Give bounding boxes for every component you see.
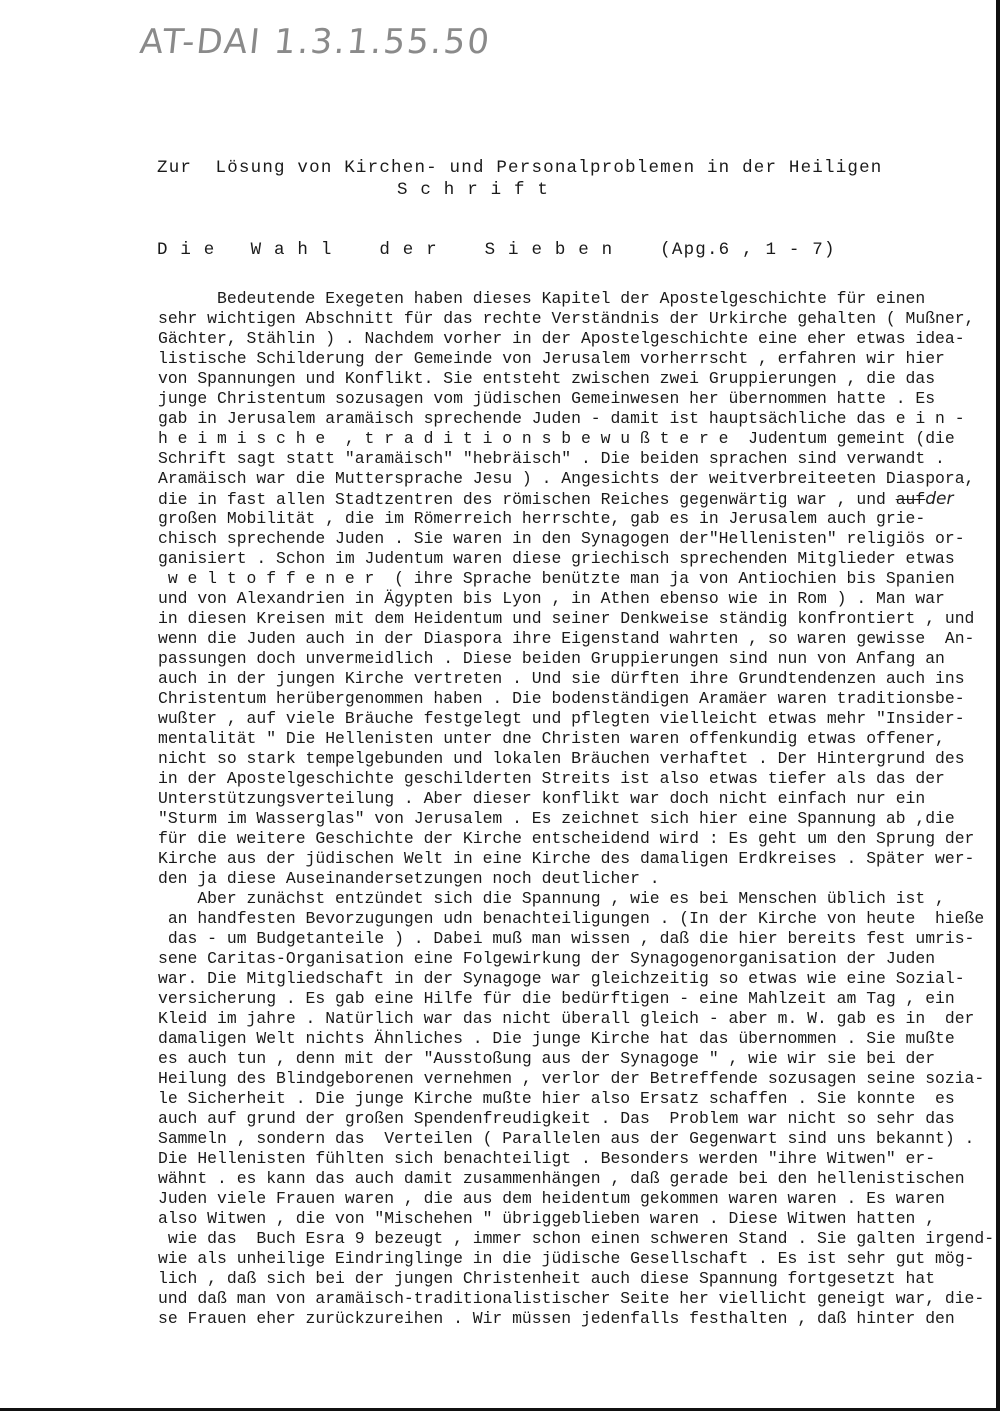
text-line: Kirche aus der jüdischen Welt in eine Kirche des damaligen Erdkreises . Später wer- [158,849,975,868]
text-line: h e i m i s c h e , t r a d i t i o n s b e w u ß t e r e Judentum gemeint (die [158,429,955,448]
struck-word: auf [895,490,926,509]
text-line: wie als unheilige Eindringlinge in die jüdische Gesellschaft . Es ist sehr gut mög- [158,1249,975,1268]
text-line: auch in der jungen Kirche vertreten . Und sie dürften ihre Grundtendenzen auch ins [158,669,965,688]
text-line: ganisiert . Schon im Judentum waren diese griechisch sprechenden Mitglieder etwas [158,549,955,568]
text-line: auch auf grund der großen Spendenfreudigkeit . Das Problem war nicht so sehr das [158,1109,955,1128]
text-line: von Spannungen und Konflikt. Sie entsteht zwischen zwei Gruppierungen , die das [158,369,936,388]
text-line: wenn die Juden auch in der Diaspora ihre Eigenstand wahrten , so waren gewisse An- [158,629,975,648]
text-line: lich , daß sich bei der jungen Christenheit auch diese Spannung fortgesetzt hat [158,1269,936,1288]
text-line: Aber zunächst entzündet sich die Spannung , wie es bei Menschen üblich ist , [158,889,945,908]
document-title: Zur Lösung von Kirchen- und Personalproblemen in der Heiligen [157,158,883,178]
text-line: es auch tun , denn mit der "Ausstoßung aus der Synagoge " , wie wir sie bei der [158,1049,936,1068]
text-line: listische Schilderung der Gemeinde von Jerusalem vorherrscht , erfahren wir hier [158,349,945,368]
text-line: Schrift sagt statt "aramäisch" "hebräisch" . Die beiden sprachen sind verwandt . [158,449,945,468]
text-line: die in fast allen Stadtzentren des römischen Reiches gegenwärtig war , und aufder [158,489,954,509]
text-line: sehr wichtigen Abschnitt für das rechte Verständnis der Urkirche gehalten ( Mußner, [158,309,975,328]
text-line: und daß man von aramäisch-traditionalistischer Seite her viellicht geneigt war, die- [158,1289,985,1308]
text-line: damaligen Welt nichts Ähnliches . Die junge Kirche hat das übernommen . Sie mußte [158,1029,955,1048]
text-line: war. Die Mitgliedschaft in der Synagoge war gleichzeitig so etwas wie eine Sozial- [158,969,965,988]
body-text [158,289,995,1329]
archive-reference-stamp: AT-DAI 1.3.1.55.50 [137,22,493,62]
text-line: se Frauen eher zurückzureihen . Wir müssen jedenfalls festhalten , daß hinter den [158,1309,955,1328]
text-line: Unterstützungsverteilung . Aber dieser konflikt war doch nicht einfach nur ein [158,789,926,808]
text-line: und von Alexandrien in Ägypten bis Lyon , in Athen ebenso wie in Rom ) . Man war [158,589,945,608]
text-line: Juden viele Frauen waren , die aus dem heidentum gekommen waren waren . Es waren [158,1189,945,1208]
text-line: in der Apostelgeschichte geschilderten Streits ist also etwas tiefer als das der [158,769,945,788]
text-line: junge Christentum sozusagen vom jüdischen Gemeinwesen her übernommen hatte . Es [158,389,936,408]
text-line: gab in Jerusalem aramäisch sprechende Juden - damit ist hauptsächliche das e i n - [158,409,965,428]
text-line: Aramäisch war die Muttersprache Jesu ) . Angesichts der weitverbreiteeten Diaspora, [158,469,975,488]
text-line: sene Caritas-Organisation eine Folgewirkung der Synagogenorganisation der Juden [158,949,936,968]
text-line: Kleid im jahre . Natürlich war das nicht überall gleich - aber m. W. gab es in der [158,1009,975,1028]
text-line: Sammeln , sondern das Verteilen ( Parallelen aus der Gegenwart sind uns bekannt) . [158,1129,975,1148]
text-line: wähnt . es kann das auch damit zusammenhängen , daß gerade bei den hellenistischen [158,1169,965,1188]
text-line: in diesen Kreisen mit dem Heidentum und seiner Denkweise ständig konfrontiert , und [158,609,975,628]
text-line: also Witwen , die von "Mischehen " übriggeblieben waren . Diese Witwen hatten , [158,1209,936,1228]
text-line: das - um Budgetanteile ) . Dabei muß man wissen , daß die hier bereits fest umris- [158,929,975,948]
text-line: für die weitere Geschichte der Kirche entscheidend wird : Es geht um den Sprung der [158,829,975,848]
text-line: chisch sprechende Juden . Sie waren in den Synagogen der"Hellenisten" religiös or- [158,529,965,548]
document-title-continued: S c h r i f t [397,180,550,200]
text-line: Heilung des Blindgeborenen vernehmen , verlor der Betreffende sozusagen seine sozia- [158,1069,985,1088]
text-line: mentalität " Die Hellenisten unter dne Christen waren offenkundig etwas offener, [158,729,945,748]
text-line: versicherung . Es gab eine Hilfe für die bedürftigen - eine Mahlzeit am Tag , ein [158,989,955,1008]
text-line: wie das Buch Esra 9 bezeugt , immer schon einen schweren Stand . Sie galten irgend- [158,1229,995,1248]
text-line: wußter , auf viele Bräuche festgelegt und pflegten vielleicht etwas mehr "Insider- [158,709,965,728]
text-line: Bedeutende Exegeten haben dieses Kapitel der Apostelgeschichte für einen [158,289,926,308]
text-line: den ja diese Auseinandersetzungen noch deutlicher . [158,869,660,888]
text-line: Christentum herübergenommen haben . Die bodenständigen Aramäer waren traditionsbe- [158,689,965,708]
text-line: w e l t o f f e n e r ( ihre Sprache benützte man ja von Antiochien bis Spanien [158,569,955,588]
text-line: Gächter, Stählin ) . Nachdem vorher in der Apostelgeschichte eine eher etwas idea- [158,329,965,348]
text-line: le Sicherheit . Die junge Kirche mußte hier also Ersatz schaffen . Sie konnte es [158,1089,955,1108]
handwritten-correction: der [925,489,954,509]
section-heading: D i e W a h l d e r S i e b e n (Apg.6 , 1 - 7) [157,240,836,260]
text-line: "Sturm im Wasserglas" von Jerusalem . Es zeichnet sich hier eine Spannung ab ,die [158,809,955,828]
text-line: großen Mobilität , die im Römerreich herrschte, gab es in Jerusalem auch grie- [158,509,926,528]
text-line: nicht so stark tempelgebunden und lokalen Bräuchen verhaftet . Der Hintergrund des [158,749,965,768]
text-line: passungen doch unvermeidlich . Diese beiden Gruppierungen sind nun von Anfang an [158,649,945,668]
text-line: an handfesten Bevorzugungen udn benachteiligungen . (In der Kirche von heute hieße [158,909,985,928]
text-line: Die Hellenisten fühlten sich benachteiligt . Besonders werden "ihre Witwen" er- [158,1149,936,1168]
